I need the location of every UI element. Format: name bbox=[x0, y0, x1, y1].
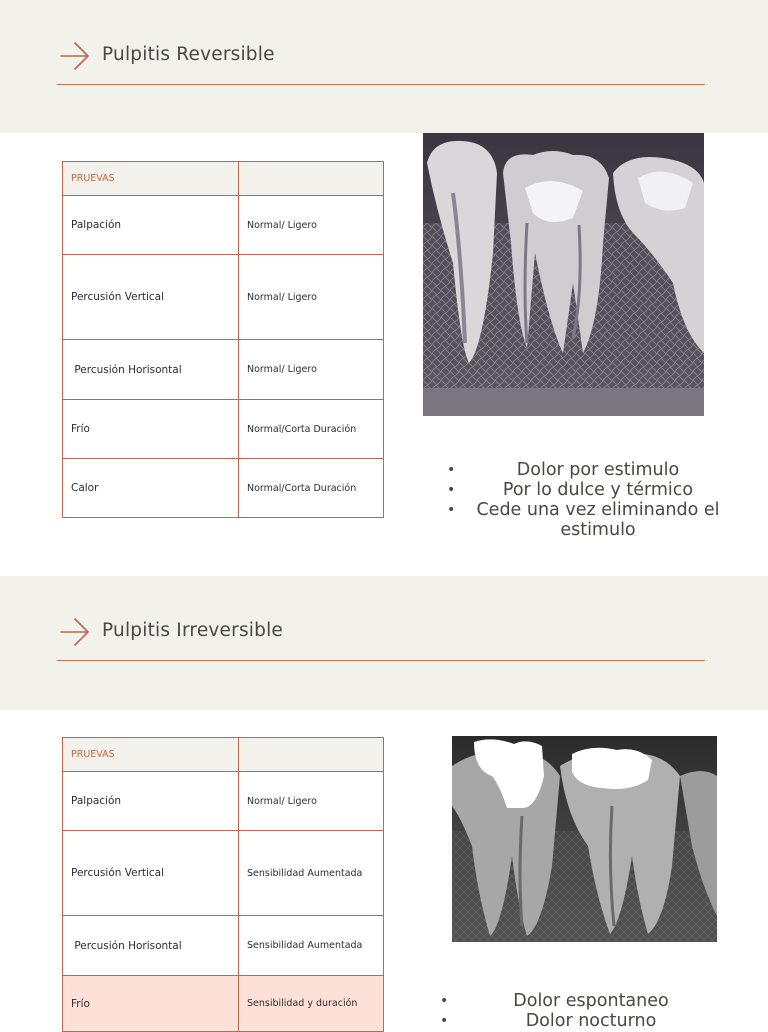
list-item: • Dolor nocturno bbox=[440, 1011, 716, 1031]
tests-table-reversible bbox=[62, 161, 384, 518]
test-result-cell: Sensibilidad y duración bbox=[239, 976, 384, 1032]
table-header-cell: PRUEVAS bbox=[63, 738, 239, 772]
section-divider bbox=[57, 84, 705, 85]
table-row bbox=[63, 831, 384, 916]
dental-xray-image bbox=[423, 133, 704, 416]
test-name-cell: Calor bbox=[63, 459, 239, 518]
table-header-row bbox=[63, 738, 384, 772]
tests-table-irreversible bbox=[62, 737, 384, 1032]
arrow-right-icon bbox=[60, 617, 90, 647]
section-header-band-reversible bbox=[0, 0, 768, 133]
test-name-cell: Percusión Vertical bbox=[63, 255, 239, 340]
section-header-band-irreversible bbox=[0, 576, 768, 710]
table-header-cell bbox=[239, 162, 384, 196]
table-row bbox=[63, 340, 384, 400]
section-title-irreversible: Pulpitis Irreversible bbox=[102, 620, 283, 641]
section-divider bbox=[57, 660, 705, 661]
list-item: • Por lo dulce y térmico bbox=[447, 480, 723, 500]
test-result-cell: Normal/ Ligero bbox=[239, 340, 384, 400]
arrow-right-icon bbox=[60, 41, 90, 71]
test-result-cell: Normal/Corta Duración bbox=[239, 459, 384, 518]
table-row bbox=[63, 916, 384, 976]
table-row bbox=[63, 196, 384, 255]
table-row bbox=[63, 459, 384, 518]
section-title-reversible: Pulpitis Reversible bbox=[102, 44, 275, 65]
test-name-cell: Percusión Horisontal bbox=[63, 916, 239, 976]
test-name-cell: Frío bbox=[63, 976, 239, 1032]
test-name-cell: Palpación bbox=[63, 196, 239, 255]
test-result-cell: Sensibilidad Aumentada bbox=[239, 916, 384, 976]
list-item: • Dolor por estimulo bbox=[447, 460, 723, 480]
table-header-cell: PRUEVAS bbox=[63, 162, 239, 196]
table-header-row bbox=[63, 162, 384, 196]
test-name-cell: Palpación bbox=[63, 772, 239, 831]
symptoms-list-reversible bbox=[447, 460, 723, 540]
symptoms-list-irreversible bbox=[440, 991, 716, 1031]
table-header-cell bbox=[239, 738, 384, 772]
list-item: • Cede una vez eliminando el estimulo bbox=[447, 500, 723, 540]
test-result-cell: Sensibilidad Aumentada bbox=[239, 831, 384, 916]
test-name-cell: Percusión Horisontal bbox=[63, 340, 239, 400]
list-item: • Dolor espontaneo bbox=[440, 991, 716, 1011]
test-name-cell: Frío bbox=[63, 400, 239, 459]
test-result-cell: Normal/ Ligero bbox=[239, 196, 384, 255]
table-row bbox=[63, 772, 384, 831]
table-row bbox=[63, 255, 384, 340]
test-result-cell: Normal/ Ligero bbox=[239, 255, 384, 340]
test-result-cell: Normal/Corta Duración bbox=[239, 400, 384, 459]
dental-xray-image bbox=[452, 736, 717, 942]
table-row bbox=[63, 976, 384, 1032]
table-row bbox=[63, 400, 384, 459]
test-name-cell: Percusión Vertical bbox=[63, 831, 239, 916]
test-result-cell: Normal/ Ligero bbox=[239, 772, 384, 831]
